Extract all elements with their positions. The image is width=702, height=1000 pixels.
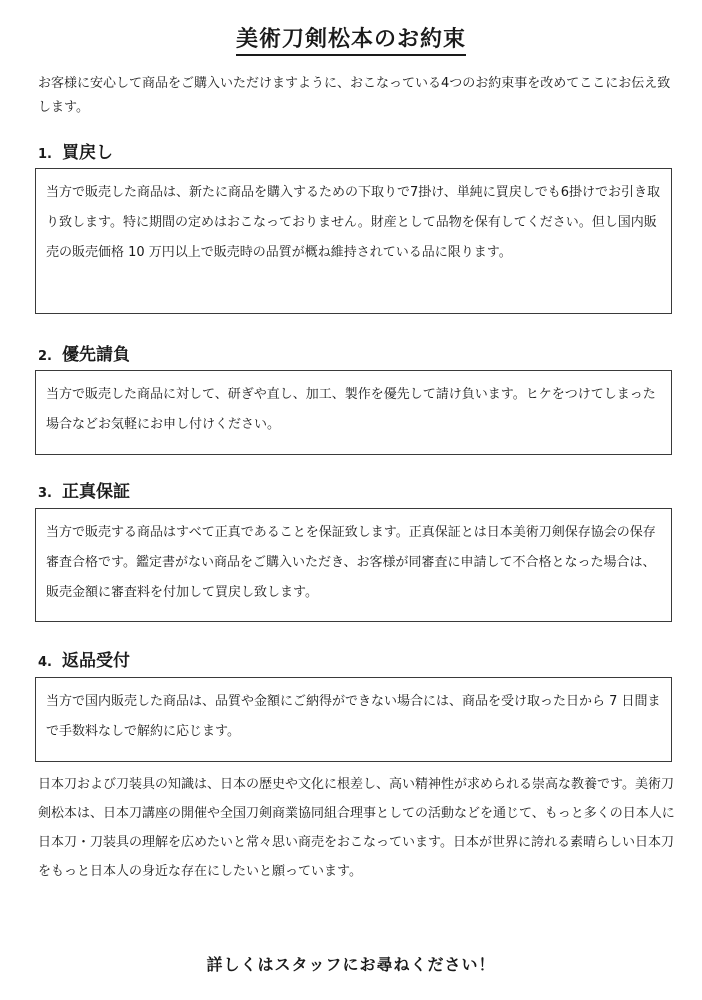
section-number: 4. (38, 655, 52, 670)
intro-paragraph: お客様に安心して商品をご購入いただけますように、おこなっている4つのお約束事を改めてここにお伝え致します。 (38, 76, 671, 115)
section-box-1 (35, 168, 672, 314)
section-number: 2. (38, 349, 52, 364)
section-heading-3 (38, 477, 130, 502)
section-box-3 (35, 508, 672, 622)
footer-note: 詳しくはスタッフにお尋ねください！ (206, 955, 496, 974)
section-title: 正真保証 (61, 482, 130, 502)
section-title: 買戻し (61, 143, 113, 163)
section-title: 返品受付 (61, 651, 130, 671)
section-number: 3. (38, 486, 52, 501)
section-heading-2 (38, 340, 130, 365)
section-title: 優先請負 (61, 345, 130, 365)
section-box-2 (35, 370, 672, 455)
section-box-4 (35, 677, 672, 762)
page-title-text: 美術刀剣松本のお約束 (236, 27, 466, 56)
page-title (0, 22, 702, 53)
section-body: 当方で国内販売した商品は、品質や金額にご納得ができない場合には、商品を受け取った日から 7 日間まで手数料なしで解約に応じます。 (46, 694, 661, 739)
section-body: 当方で販売する商品はすべて正真であることを保証致します。正真保証とは日本美術刀剣保存協会の保存審査合格です。鑑定書がない商品をご購入いただき、お客様が同審査に申請して不合格となった場合は、販売金額に審査料を付加して買戻し致します。 (46, 525, 656, 600)
section-body: 当方で販売した商品に対して、研ぎや直し、加工、製作を優先して請け負います。ヒケをつけてしまった場合などお気軽にお申し付けください。 (46, 387, 656, 432)
section-body: 当方で販売した商品は、新たに商品を購入するための下取りで7掛け、単純に買戻しでも6掛けでお引き取り致します。特に期間の定めはおこなっておりません。財産として品物を保有してください。但し国内販売の販売価格 10 万円以上で販売時の品質が概ね維持されている品に限ります。 (46, 185, 661, 260)
closing-paragraph: 日本刀および刀装具の知識は、日本の歴史や文化に根差し、高い精神性が求められる崇高な教養です。美術刀剣松本は、日本刀講座の開催や全国刀剣商業協同組合理事としての活動などを通じて、もっと多くの日本人に日本刀・刀装具の理解を広めたいと常々思い商売をおこなっています。日本が世界に誇れる素晴らしい日本刀をもっと日本人の身近な存在にしたいと願っています。 (38, 777, 675, 879)
section-heading-4 (38, 646, 130, 671)
section-heading-1 (38, 138, 113, 163)
section-number: 1. (38, 147, 52, 162)
